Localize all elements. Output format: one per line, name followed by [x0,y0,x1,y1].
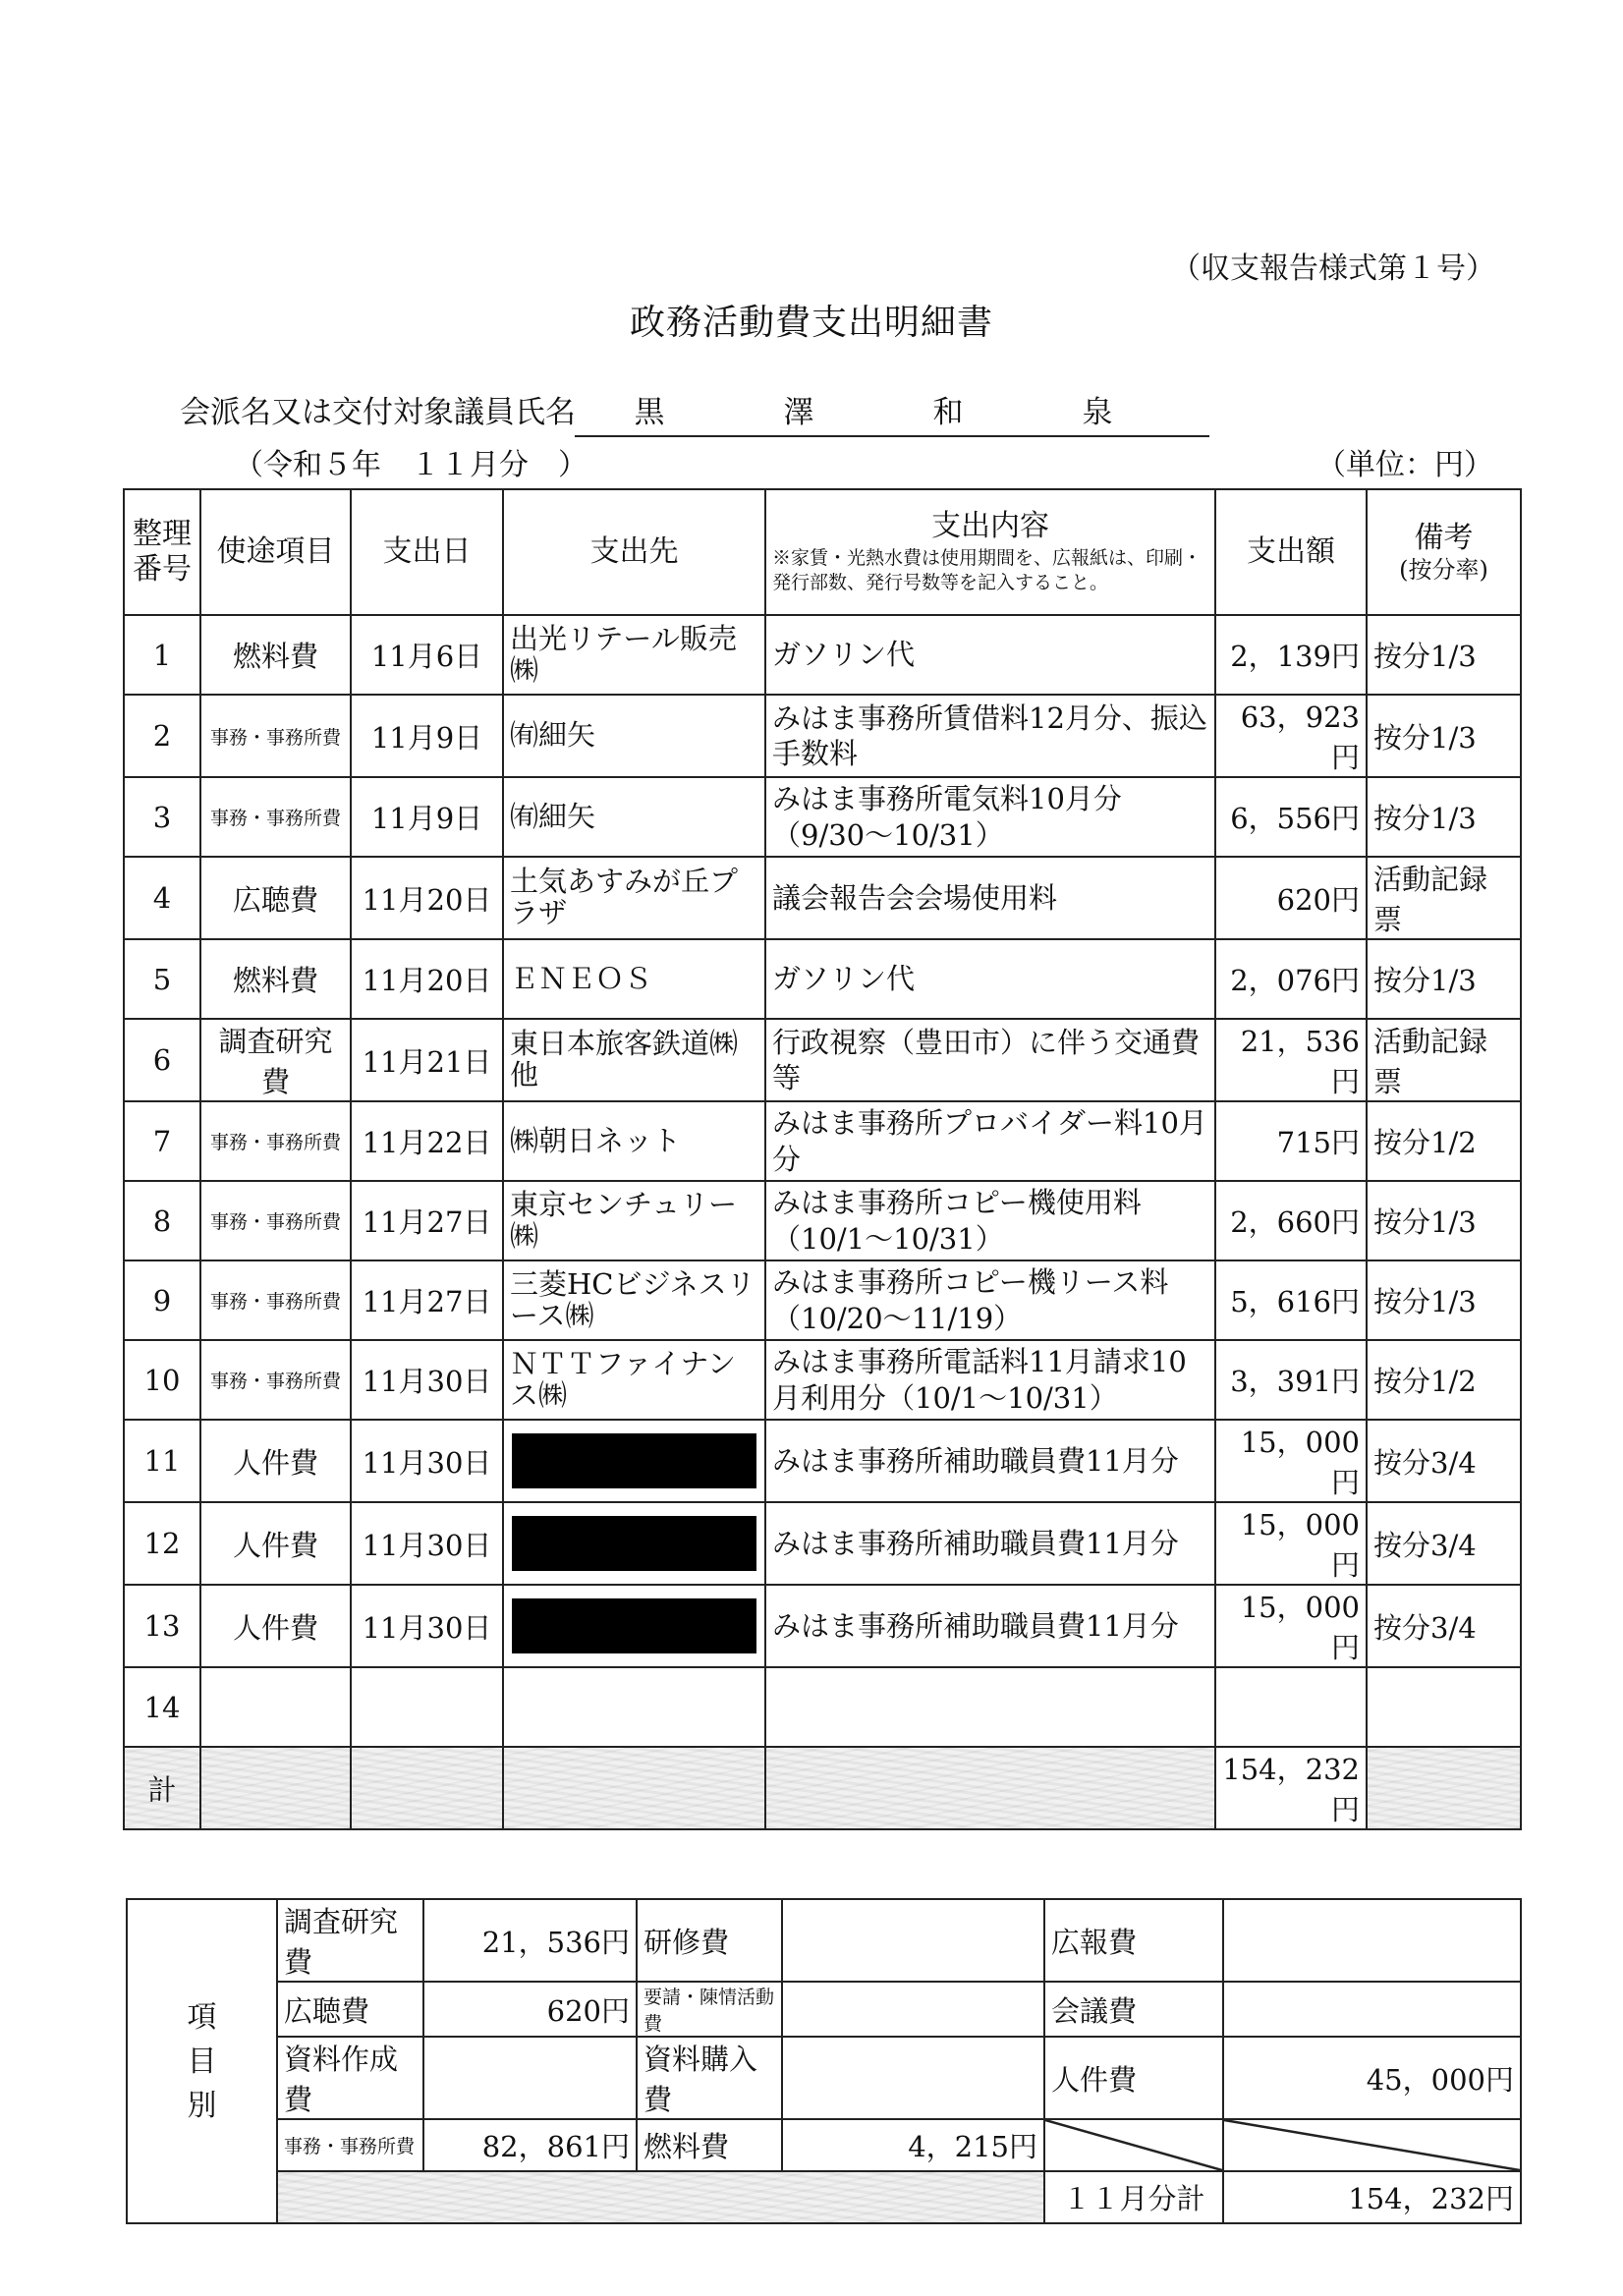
summary-label-meeting: 会議費 [1044,1982,1223,2037]
row-date: 11月30日 [351,1340,503,1420]
period-close-paren: ） [558,448,588,482]
row-amount: 6，556円 [1215,777,1367,857]
row-category: 事務・事務所費 [200,1101,351,1181]
member-name-char: 黒 [634,395,665,430]
row-date: 11月6日 [351,615,503,695]
row-payee: 出光リテール販売㈱ [503,615,765,695]
document-title: 政務活動費支出明細書 [629,303,993,343]
row-content: みはま事務所補助職員費11月分 [765,1420,1215,1502]
row-number: 8 [124,1181,200,1260]
member-name-char: 澤 [783,395,814,430]
summary-side-label-char: 目 [187,2044,217,2079]
table-row [124,1181,1521,1260]
table-row [124,1502,1521,1585]
row-remarks: 活動記録票 [1367,1019,1521,1101]
header-no: 整理番号 [124,489,200,615]
summary-value-fuel: 4，215円 [782,2119,1044,2171]
row-category: 人件費 [200,1420,351,1502]
member-name-char: 泉 [1082,395,1113,430]
row-content: みはま事務所電話料11月請求10月利用分（10/1～10/31） [765,1340,1215,1420]
row-content: みはま事務所補助職員費11月分 [765,1585,1215,1667]
summary-row [127,1899,1521,1982]
row-payee: ＥＮＥＯＳ [503,939,765,1019]
row-category: 事務・事務所費 [200,1181,351,1260]
expense-rows [124,615,1521,1747]
row-amount: 3，391円 [1215,1340,1367,1420]
total-label: 計 [124,1747,200,1829]
row-number: 9 [124,1260,200,1340]
table-row [124,1340,1521,1420]
row-payee [503,1420,765,1502]
member-name-label: 会派名又は交付対象議員氏名 [180,395,576,430]
row-category: 事務・事務所費 [200,1340,351,1420]
row-remarks: 按分1/3 [1367,777,1521,857]
row-date: 11月27日 [351,1260,503,1340]
summary-value-materials-purchase [782,2037,1044,2119]
row-category: 事務・事務所費 [200,777,351,857]
total-filler [351,1747,503,1829]
row-remarks: 按分3/4 [1367,1420,1521,1502]
row-content: 行政視察（豊田市）に伴う交通費等 [765,1019,1215,1101]
row-payee: 三菱HCビジネスリース㈱ [503,1260,765,1340]
row-amount: 2，139円 [1215,615,1367,695]
header-amount: 支出額 [1215,489,1367,615]
row-content: ガソリン代 [765,615,1215,695]
row-payee: 東京センチュリー㈱ [503,1181,765,1260]
row-payee: ＮＴＴファイナンス㈱ [503,1340,765,1420]
row-payee: 東日本旅客鉄道㈱他 [503,1019,765,1101]
summary-label-pr: 広報費 [1044,1899,1223,1982]
category-summary-table [126,1898,1522,2224]
summary-label-petition: 要請・陳情活動費 [637,1982,782,2037]
row-content: みはま事務所電気料10月分（9/30～10/31） [765,777,1215,857]
summary-value-petition [782,1982,1044,2037]
row-content: みはま事務所補助職員費11月分 [765,1502,1215,1585]
row-date: 11月30日 [351,1420,503,1502]
member-name-char: 和 [932,395,964,430]
row-content: ガソリン代 [765,939,1215,1019]
row-category: 事務・事務所費 [200,695,351,777]
summary-value-pr [1223,1899,1521,1982]
row-remarks: 按分1/3 [1367,695,1521,777]
row-category: 燃料費 [200,939,351,1019]
row-number: 2 [124,695,200,777]
row-remarks: 按分1/3 [1367,939,1521,1019]
summary-label-research: 調査研究費 [277,1899,423,1982]
header-category: 使途項目 [200,489,351,615]
summary-row [127,1982,1521,2037]
row-date: 11月22日 [351,1101,503,1181]
row-content: みはま事務所コピー機リース料（10/20～11/19） [765,1260,1215,1340]
row-number: 6 [124,1019,200,1101]
row-remarks: 按分3/4 [1367,1502,1521,1585]
row-amount: 5，616円 [1215,1260,1367,1340]
row-content: みはま事務所賃借料12月分、振込手数料 [765,695,1215,777]
row-remarks: 按分1/2 [1367,1340,1521,1420]
redaction-block [512,1433,756,1488]
summary-value-research: 21，536円 [423,1899,637,1982]
header-remarks-sub: (按分率) [1399,555,1488,584]
member-name-row [180,387,1211,431]
row-number: 13 [124,1585,200,1667]
summary-label-personnel: 人件費 [1044,2037,1223,2119]
table-row [124,1260,1521,1340]
member-name-value [575,387,1209,437]
redaction-block [512,1598,756,1653]
row-payee: ㈱朝日ネット [503,1101,765,1181]
row-remarks [1367,1667,1521,1747]
row-content [765,1667,1215,1747]
table-row [124,1019,1521,1101]
summary-label-materials-purchase: 資料購入費 [637,2037,782,2119]
summary-value-hearing: 620円 [423,1982,637,2037]
row-payee: ㈲細矢 [503,777,765,857]
summary-label-training: 研修費 [637,1899,782,1982]
summary-row [127,2037,1521,2119]
total-filler [765,1747,1215,1829]
row-payee: ㈲細矢 [503,695,765,777]
row-number: 4 [124,857,200,939]
summary-value-materials-making [423,2037,637,2119]
table-row [124,1420,1521,1502]
table-row [124,939,1521,1019]
row-content: みはま事務所プロバイダー料10月分 [765,1101,1215,1181]
row-amount [1215,1667,1367,1747]
summary-label-office: 事務・事務所費 [277,2119,423,2171]
unit-label: （単位：円） [1316,448,1493,482]
table-row [124,1101,1521,1181]
summary-label-hearing: 広聴費 [277,1982,423,2037]
row-remarks: 按分1/2 [1367,1101,1521,1181]
row-date: 11月20日 [351,857,503,939]
row-amount: 2，076円 [1215,939,1367,1019]
row-date: 11月30日 [351,1502,503,1585]
row-amount: 21，536円 [1215,1019,1367,1101]
row-payee [503,1667,765,1747]
row-number: 7 [124,1101,200,1181]
row-amount: 15，000円 [1215,1502,1367,1585]
row-amount: 2，660円 [1215,1181,1367,1260]
row-number: 10 [124,1340,200,1420]
form-number: （収支報告様式第１号） [1171,252,1495,286]
row-payee [503,1585,765,1667]
redaction-block [512,1516,756,1571]
header-remarks-title: 備考 [1414,520,1474,555]
table-row [124,695,1521,777]
row-remarks: 活動記録票 [1367,857,1521,939]
month-total-label: １１月分計 [1044,2171,1223,2223]
table-row [124,615,1521,695]
row-date: 11月30日 [351,1585,503,1667]
row-number: 12 [124,1502,200,1585]
row-category: 広聴費 [200,857,351,939]
summary-total-row [127,2171,1521,2223]
summary-side-label-char: 項 [187,1999,217,2035]
row-remarks: 按分3/4 [1367,1585,1521,1667]
expense-detail-table [123,488,1522,1830]
summary-label-materials-making: 資料作成費 [277,2037,423,2119]
summary-row [127,2119,1521,2171]
row-number: 5 [124,939,200,1019]
table-header-row [124,489,1521,615]
row-category: 事務・事務所費 [200,1260,351,1340]
header-content-title: 支出内容 [931,509,1049,544]
header-date: 支出日 [351,489,503,615]
header-content-note: ※家賃・光熱水費は使用期間を、広報紙は、印刷・発行部数、発行号数等を記入すること。 [772,547,1203,593]
total-row [124,1747,1521,1829]
row-number: 11 [124,1420,200,1502]
summary-crossed-cell [1044,2119,1223,2171]
total-filler [1367,1747,1521,1829]
row-category: 燃料費 [200,615,351,695]
row-amount: 620円 [1215,857,1367,939]
row-date: 11月27日 [351,1181,503,1260]
total-filler [200,1747,351,1829]
table-row [124,777,1521,857]
row-payee: 土気あすみが丘プラザ [503,857,765,939]
period-text: 令和５年 １１月分 [263,448,529,482]
row-number: 3 [124,777,200,857]
row-category: 人件費 [200,1585,351,1667]
row-content: 議会報告会会場使用料 [765,857,1215,939]
table-row [124,1667,1521,1747]
summary-value-office: 82，861円 [423,2119,637,2171]
header-content [765,489,1215,615]
row-category: 人件費 [200,1502,351,1585]
header-payee: 支出先 [503,489,765,615]
summary-value-meeting [1223,1982,1521,2037]
header-remarks [1367,489,1521,615]
row-remarks: 按分1/3 [1367,1260,1521,1340]
summary-label-fuel: 燃料費 [637,2119,782,2171]
summary-side-label-char: 別 [187,2088,217,2123]
table-row [124,857,1521,939]
row-amount: 15，000円 [1215,1420,1367,1502]
row-remarks: 按分1/3 [1367,1181,1521,1260]
period-open-paren: （ [234,448,263,482]
row-category: 調査研究費 [200,1019,351,1101]
row-date: 11月9日 [351,695,503,777]
row-date: 11月21日 [351,1019,503,1101]
row-number: 1 [124,615,200,695]
row-amount: 715円 [1215,1101,1367,1181]
summary-side-label [127,1899,277,2223]
row-number: 14 [124,1667,200,1747]
total-filler [503,1747,765,1829]
summary-value-training [782,1899,1044,1982]
row-remarks: 按分1/3 [1367,615,1521,695]
row-category [200,1667,351,1747]
report-period [234,440,588,483]
row-amount: 63，923円 [1215,695,1367,777]
summary-value-personnel: 45，000円 [1223,2037,1521,2119]
table-row [124,1585,1521,1667]
row-amount: 15，000円 [1215,1585,1367,1667]
row-date: 11月20日 [351,939,503,1019]
total-amount: 154，232円 [1215,1747,1367,1829]
summary-shaded-filler [277,2171,1044,2223]
row-date [351,1667,503,1747]
month-total-value: 154，232円 [1223,2171,1521,2223]
row-content: みはま事務所コピー機使用料（10/1～10/31） [765,1181,1215,1260]
row-date: 11月9日 [351,777,503,857]
summary-crossed-cell [1223,2119,1521,2171]
row-payee [503,1502,765,1585]
